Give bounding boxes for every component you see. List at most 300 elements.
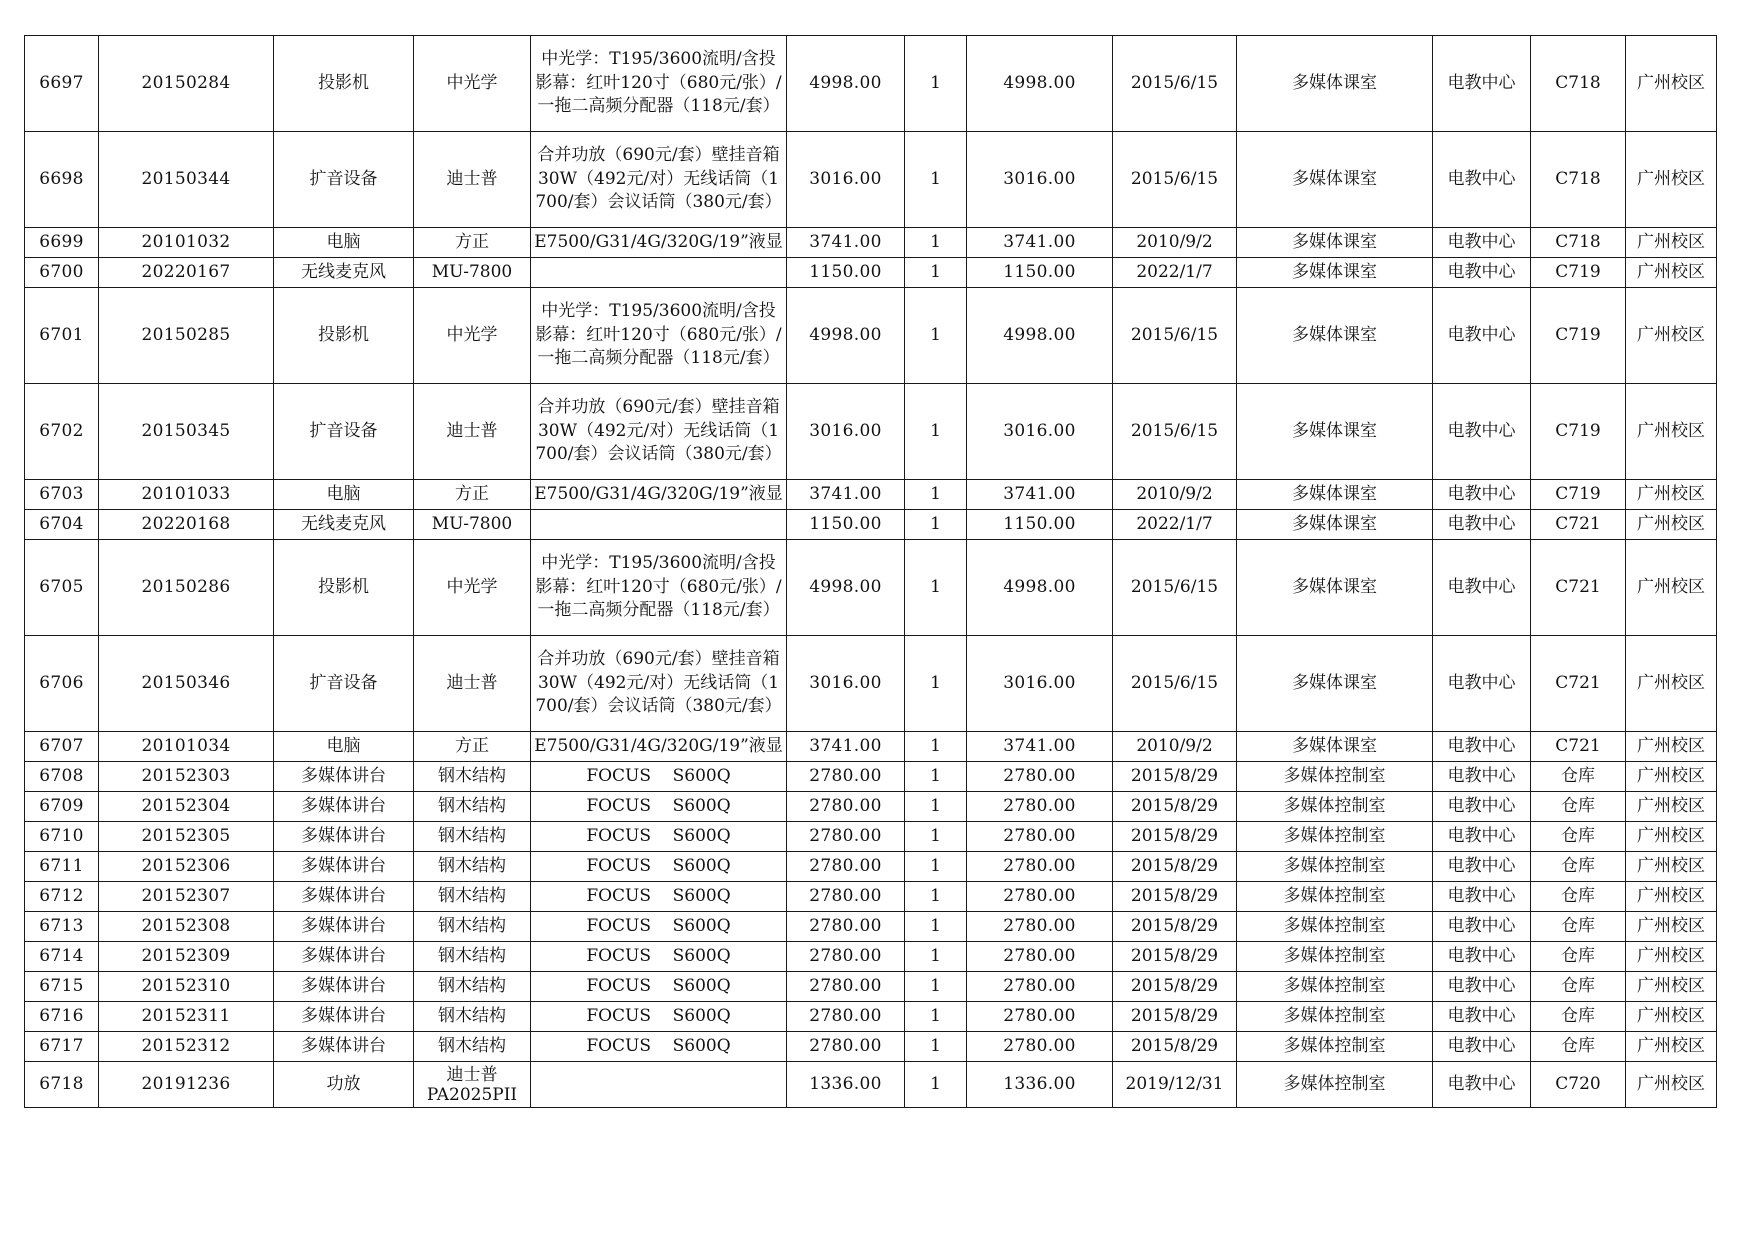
cell-seq: 6701 [25,288,99,384]
cell-brand: 迪士普 [414,636,531,732]
cell-brand: 钢木结构 [414,1032,531,1062]
cell-category: 多媒体控制室 [1237,942,1433,972]
cell-campus: 广州校区 [1626,228,1717,258]
cell-purchase-date: 2022/1/7 [1113,258,1237,288]
cell-unit-price: 2780.00 [787,972,905,1002]
cell-department: 电教中心 [1433,258,1531,288]
cell-purchase-date: 2015/6/15 [1113,636,1237,732]
cell-campus: 广州校区 [1626,480,1717,510]
cell-campus: 广州校区 [1626,792,1717,822]
cell-brand: 钢木结构 [414,882,531,912]
cell-asset-no: 20101032 [99,228,274,258]
cell-brand: 中光学 [414,36,531,132]
cell-brand: MU-7800 [414,258,531,288]
cell-amount: 2780.00 [967,762,1113,792]
cell-spec: FOCUS S600Q [531,882,787,912]
cell-unit-price: 3741.00 [787,228,905,258]
cell-amount: 2780.00 [967,822,1113,852]
cell-item-name: 投影机 [274,36,414,132]
cell-brand: 钢木结构 [414,762,531,792]
cell-spec: 中光学：T195/3600流明/含投影幕：红叶120寸（680元/张）/一拖二高频分配器（118元/套） [531,288,787,384]
cell-department: 电教中心 [1433,1002,1531,1032]
cell-spec: FOCUS S600Q [531,822,787,852]
cell-campus: 广州校区 [1626,258,1717,288]
cell-asset-no: 20152307 [99,882,274,912]
cell-category: 多媒体控制室 [1237,852,1433,882]
cell-category: 多媒体课室 [1237,636,1433,732]
table-row [25,1062,1717,1108]
cell-campus: 广州校区 [1626,510,1717,540]
cell-location: 仓库 [1531,822,1626,852]
cell-item-name: 多媒体讲台 [274,1002,414,1032]
cell-campus: 广州校区 [1626,822,1717,852]
table-row [25,480,1717,510]
cell-seq: 6716 [25,1002,99,1032]
cell-brand: 迪士普 [414,132,531,228]
cell-location: 仓库 [1531,762,1626,792]
cell-item-name: 功放 [274,1062,414,1108]
cell-unit-price: 2780.00 [787,1002,905,1032]
cell-spec: E7500/G31/4G/320G/19”液显 [531,228,787,258]
cell-brand: 方正 [414,228,531,258]
cell-amount: 2780.00 [967,852,1113,882]
cell-quantity: 1 [905,258,967,288]
table-row [25,762,1717,792]
cell-campus: 广州校区 [1626,1002,1717,1032]
cell-asset-no: 20152305 [99,822,274,852]
cell-unit-price: 2780.00 [787,1032,905,1062]
cell-purchase-date: 2015/6/15 [1113,288,1237,384]
cell-location: C719 [1531,480,1626,510]
cell-purchase-date: 2022/1/7 [1113,510,1237,540]
cell-amount: 2780.00 [967,972,1113,1002]
cell-spec [531,258,787,288]
cell-item-name: 多媒体讲台 [274,1032,414,1062]
cell-campus: 广州校区 [1626,762,1717,792]
cell-quantity: 1 [905,762,967,792]
cell-purchase-date: 2010/9/2 [1113,228,1237,258]
cell-category: 多媒体控制室 [1237,1002,1433,1032]
cell-amount: 4998.00 [967,36,1113,132]
cell-seq: 6697 [25,36,99,132]
cell-department: 电教中心 [1433,792,1531,822]
cell-brand: 钢木结构 [414,942,531,972]
cell-campus: 广州校区 [1626,132,1717,228]
cell-campus: 广州校区 [1626,732,1717,762]
cell-category: 多媒体课室 [1237,132,1433,228]
cell-unit-price: 4998.00 [787,36,905,132]
cell-asset-no: 20101033 [99,480,274,510]
cell-category: 多媒体控制室 [1237,912,1433,942]
cell-seq: 6698 [25,132,99,228]
cell-item-name: 多媒体讲台 [274,852,414,882]
cell-purchase-date: 2015/8/29 [1113,972,1237,1002]
cell-quantity: 1 [905,540,967,636]
cell-asset-no: 20152310 [99,972,274,1002]
cell-item-name: 多媒体讲台 [274,822,414,852]
cell-category: 多媒体控制室 [1237,762,1433,792]
cell-campus: 广州校区 [1626,288,1717,384]
cell-department: 电教中心 [1433,762,1531,792]
cell-spec: FOCUS S600Q [531,942,787,972]
cell-amount: 1336.00 [967,1062,1113,1108]
cell-brand: 钢木结构 [414,822,531,852]
cell-asset-no: 20152312 [99,1032,274,1062]
cell-department: 电教中心 [1433,636,1531,732]
cell-location: C720 [1531,1062,1626,1108]
cell-purchase-date: 2015/8/29 [1113,1032,1237,1062]
cell-brand: 方正 [414,732,531,762]
asset-table-body [25,36,1717,1108]
cell-quantity: 1 [905,1032,967,1062]
cell-campus: 广州校区 [1626,912,1717,942]
cell-location: C719 [1531,288,1626,384]
cell-department: 电教中心 [1433,732,1531,762]
cell-location: C718 [1531,228,1626,258]
cell-amount: 1150.00 [967,258,1113,288]
cell-purchase-date: 2015/8/29 [1113,792,1237,822]
asset-table [24,35,1717,1108]
cell-quantity: 1 [905,882,967,912]
table-row [25,792,1717,822]
cell-category: 多媒体课室 [1237,480,1433,510]
cell-brand: 钢木结构 [414,972,531,1002]
cell-category: 多媒体课室 [1237,384,1433,480]
cell-campus: 广州校区 [1626,1062,1717,1108]
cell-category: 多媒体课室 [1237,228,1433,258]
table-row [25,288,1717,384]
cell-seq: 6705 [25,540,99,636]
cell-asset-no: 20101034 [99,732,274,762]
cell-seq: 6715 [25,972,99,1002]
cell-location: C719 [1531,258,1626,288]
cell-department: 电教中心 [1433,912,1531,942]
cell-quantity: 1 [905,288,967,384]
table-row [25,852,1717,882]
cell-unit-price: 3016.00 [787,132,905,228]
cell-asset-no: 20152311 [99,1002,274,1032]
cell-department: 电教中心 [1433,972,1531,1002]
cell-amount: 2780.00 [967,792,1113,822]
cell-unit-price: 2780.00 [787,912,905,942]
cell-asset-no: 20152303 [99,762,274,792]
cell-spec [531,510,787,540]
cell-spec [531,1062,787,1108]
cell-purchase-date: 2015/6/15 [1113,132,1237,228]
cell-seq: 6711 [25,852,99,882]
cell-unit-price: 3016.00 [787,636,905,732]
cell-category: 多媒体控制室 [1237,882,1433,912]
cell-purchase-date: 2015/8/29 [1113,1002,1237,1032]
cell-asset-no: 20150286 [99,540,274,636]
cell-category: 多媒体课室 [1237,732,1433,762]
cell-unit-price: 2780.00 [787,792,905,822]
cell-purchase-date: 2010/9/2 [1113,480,1237,510]
cell-category: 多媒体控制室 [1237,1062,1433,1108]
cell-unit-price: 3016.00 [787,384,905,480]
cell-purchase-date: 2015/8/29 [1113,942,1237,972]
cell-item-name: 多媒体讲台 [274,882,414,912]
cell-category: 多媒体控制室 [1237,792,1433,822]
cell-asset-no: 20150346 [99,636,274,732]
cell-quantity: 1 [905,1002,967,1032]
cell-asset-no: 20150285 [99,288,274,384]
cell-campus: 广州校区 [1626,882,1717,912]
table-row [25,912,1717,942]
cell-item-name: 扩音设备 [274,132,414,228]
cell-seq: 6709 [25,792,99,822]
cell-seq: 6704 [25,510,99,540]
cell-quantity: 1 [905,1062,967,1108]
cell-seq: 6717 [25,1032,99,1062]
cell-amount: 3741.00 [967,480,1113,510]
cell-seq: 6707 [25,732,99,762]
cell-department: 电教中心 [1433,942,1531,972]
cell-campus: 广州校区 [1626,852,1717,882]
cell-location: C718 [1531,132,1626,228]
cell-unit-price: 1150.00 [787,258,905,288]
cell-unit-price: 3741.00 [787,732,905,762]
cell-department: 电教中心 [1433,1032,1531,1062]
cell-unit-price: 1336.00 [787,1062,905,1108]
cell-location: C721 [1531,540,1626,636]
cell-spec: 合并功放（690元/套）壁挂音箱30W（492元/对）无线话筒（1700/套）会议话筒（380元/套） [531,132,787,228]
cell-asset-no: 20150284 [99,36,274,132]
cell-spec: FOCUS S600Q [531,762,787,792]
cell-seq: 6714 [25,942,99,972]
cell-brand: 中光学 [414,540,531,636]
cell-location: 仓库 [1531,912,1626,942]
table-row [25,636,1717,732]
cell-asset-no: 20150344 [99,132,274,228]
cell-item-name: 多媒体讲台 [274,912,414,942]
table-row [25,1032,1717,1062]
cell-location: 仓库 [1531,942,1626,972]
cell-purchase-date: 2015/6/15 [1113,540,1237,636]
cell-brand: 钢木结构 [414,1002,531,1032]
cell-asset-no: 20220168 [99,510,274,540]
cell-campus: 广州校区 [1626,384,1717,480]
cell-amount: 3741.00 [967,732,1113,762]
cell-item-name: 多媒体讲台 [274,942,414,972]
table-row [25,972,1717,1002]
cell-unit-price: 1150.00 [787,510,905,540]
cell-campus: 广州校区 [1626,1032,1717,1062]
cell-seq: 6703 [25,480,99,510]
cell-seq: 6710 [25,822,99,852]
cell-spec: E7500/G31/4G/320G/19”液显 [531,732,787,762]
cell-seq: 6700 [25,258,99,288]
cell-purchase-date: 2015/8/29 [1113,882,1237,912]
cell-brand: 迪士普 [414,384,531,480]
cell-asset-no: 20220167 [99,258,274,288]
cell-unit-price: 4998.00 [787,288,905,384]
cell-location: 仓库 [1531,882,1626,912]
cell-unit-price: 3741.00 [787,480,905,510]
cell-unit-price: 2780.00 [787,882,905,912]
cell-unit-price: 2780.00 [787,822,905,852]
cell-amount: 3016.00 [967,384,1113,480]
cell-amount: 4998.00 [967,288,1113,384]
cell-amount: 4998.00 [967,540,1113,636]
cell-spec: 合并功放（690元/套）壁挂音箱30W（492元/对）无线话筒（1700/套）会议话筒（380元/套） [531,636,787,732]
cell-item-name: 多媒体讲台 [274,972,414,1002]
cell-location: 仓库 [1531,1002,1626,1032]
cell-department: 电教中心 [1433,228,1531,258]
cell-seq: 6718 [25,1062,99,1108]
cell-spec: FOCUS S600Q [531,912,787,942]
cell-seq: 6706 [25,636,99,732]
cell-purchase-date: 2015/8/29 [1113,762,1237,792]
cell-purchase-date: 2015/8/29 [1113,912,1237,942]
cell-spec: FOCUS S600Q [531,972,787,1002]
cell-amount: 3016.00 [967,636,1113,732]
cell-brand: 迪士普 PA2025PII [414,1062,531,1108]
table-row [25,1002,1717,1032]
cell-asset-no: 20150345 [99,384,274,480]
cell-brand: 中光学 [414,288,531,384]
cell-amount: 2780.00 [967,882,1113,912]
cell-spec: E7500/G31/4G/320G/19”液显 [531,480,787,510]
table-row [25,384,1717,480]
cell-location: C721 [1531,510,1626,540]
cell-item-name: 电脑 [274,480,414,510]
cell-category: 多媒体控制室 [1237,972,1433,1002]
cell-unit-price: 2780.00 [787,942,905,972]
cell-department: 电教中心 [1433,882,1531,912]
cell-department: 电教中心 [1433,852,1531,882]
cell-unit-price: 4998.00 [787,540,905,636]
cell-amount: 2780.00 [967,1002,1113,1032]
cell-department: 电教中心 [1433,132,1531,228]
cell-spec: FOCUS S600Q [531,852,787,882]
cell-campus: 广州校区 [1626,540,1717,636]
cell-item-name: 多媒体讲台 [274,762,414,792]
cell-quantity: 1 [905,510,967,540]
cell-location: 仓库 [1531,852,1626,882]
cell-department: 电教中心 [1433,480,1531,510]
cell-asset-no: 20152308 [99,912,274,942]
cell-seq: 6713 [25,912,99,942]
cell-quantity: 1 [905,228,967,258]
table-row [25,510,1717,540]
cell-purchase-date: 2015/6/15 [1113,36,1237,132]
cell-asset-no: 20191236 [99,1062,274,1108]
cell-quantity: 1 [905,132,967,228]
cell-spec: 中光学：T195/3600流明/含投影幕：红叶120寸（680元/张）/一拖二高频分配器（118元/套） [531,36,787,132]
cell-amount: 2780.00 [967,1032,1113,1062]
cell-item-name: 扩音设备 [274,384,414,480]
cell-department: 电教中心 [1433,1062,1531,1108]
cell-item-name: 无线麦克风 [274,510,414,540]
cell-department: 电教中心 [1433,36,1531,132]
cell-location: C721 [1531,732,1626,762]
cell-seq: 6712 [25,882,99,912]
cell-category: 多媒体课室 [1237,36,1433,132]
cell-quantity: 1 [905,792,967,822]
table-row [25,882,1717,912]
cell-unit-price: 2780.00 [787,852,905,882]
cell-purchase-date: 2015/6/15 [1113,384,1237,480]
cell-brand: 钢木结构 [414,792,531,822]
cell-item-name: 电脑 [274,228,414,258]
cell-spec: 合并功放（690元/套）壁挂音箱30W（492元/对）无线话筒（1700/套）会议话筒（380元/套） [531,384,787,480]
cell-item-name: 投影机 [274,288,414,384]
cell-purchase-date: 2010/9/2 [1113,732,1237,762]
cell-item-name: 电脑 [274,732,414,762]
cell-quantity: 1 [905,822,967,852]
cell-campus: 广州校区 [1626,972,1717,1002]
cell-quantity: 1 [905,636,967,732]
cell-quantity: 1 [905,384,967,480]
cell-location: C718 [1531,36,1626,132]
cell-seq: 6702 [25,384,99,480]
cell-brand: 方正 [414,480,531,510]
cell-quantity: 1 [905,36,967,132]
cell-category: 多媒体控制室 [1237,1032,1433,1062]
cell-amount: 3016.00 [967,132,1113,228]
cell-quantity: 1 [905,972,967,1002]
cell-location: 仓库 [1531,1032,1626,1062]
cell-item-name: 投影机 [274,540,414,636]
cell-department: 电教中心 [1433,288,1531,384]
cell-location: 仓库 [1531,792,1626,822]
cell-quantity: 1 [905,942,967,972]
cell-asset-no: 20152306 [99,852,274,882]
cell-spec: FOCUS S600Q [531,1002,787,1032]
cell-brand: 钢木结构 [414,852,531,882]
cell-amount: 2780.00 [967,912,1113,942]
cell-brand: 钢木结构 [414,912,531,942]
cell-purchase-date: 2019/12/31 [1113,1062,1237,1108]
cell-department: 电教中心 [1433,822,1531,852]
cell-amount: 2780.00 [967,942,1113,972]
table-row [25,822,1717,852]
cell-location: C719 [1531,384,1626,480]
table-row [25,258,1717,288]
cell-quantity: 1 [905,732,967,762]
cell-seq: 6699 [25,228,99,258]
cell-spec: 中光学：T195/3600流明/含投影幕：红叶120寸（680元/张）/一拖二高频分配器（118元/套） [531,540,787,636]
cell-department: 电教中心 [1433,384,1531,480]
cell-department: 电教中心 [1433,510,1531,540]
cell-amount: 1150.00 [967,510,1113,540]
cell-purchase-date: 2015/8/29 [1113,822,1237,852]
table-row [25,732,1717,762]
table-row [25,36,1717,132]
cell-quantity: 1 [905,480,967,510]
cell-asset-no: 20152304 [99,792,274,822]
cell-quantity: 1 [905,852,967,882]
cell-asset-no: 20152309 [99,942,274,972]
cell-spec: FOCUS S600Q [531,792,787,822]
inventory-sheet [24,35,1717,1108]
cell-category: 多媒体控制室 [1237,822,1433,852]
cell-category: 多媒体课室 [1237,258,1433,288]
cell-campus: 广州校区 [1626,942,1717,972]
cell-item-name: 扩音设备 [274,636,414,732]
cell-item-name: 无线麦克风 [274,258,414,288]
cell-category: 多媒体课室 [1237,510,1433,540]
cell-item-name: 多媒体讲台 [274,792,414,822]
cell-spec: FOCUS S600Q [531,1032,787,1062]
cell-purchase-date: 2015/8/29 [1113,852,1237,882]
table-row [25,132,1717,228]
cell-quantity: 1 [905,912,967,942]
cell-brand: MU-7800 [414,510,531,540]
table-row [25,228,1717,258]
cell-seq: 6708 [25,762,99,792]
